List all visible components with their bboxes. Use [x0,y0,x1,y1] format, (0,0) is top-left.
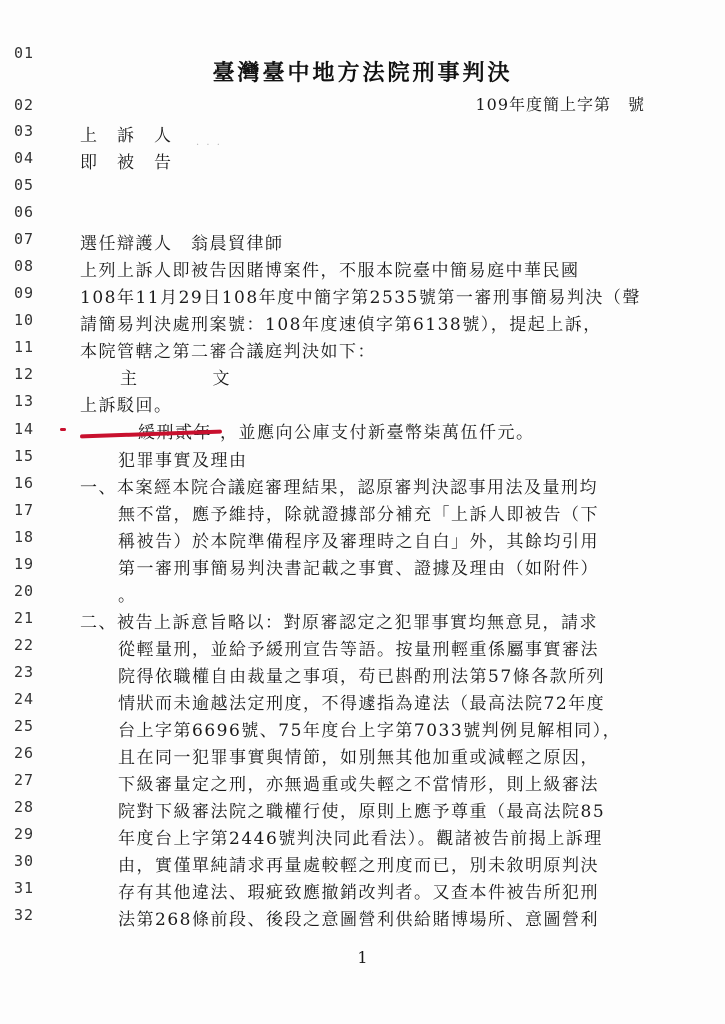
line-number: 13 [14,392,35,410]
body-line: 108年11月29日108年度中簡字第2535號第一審刑事簡易判決（聲 [80,288,641,308]
line-number: 04 [14,149,35,167]
line-number: 10 [14,311,35,329]
body-line: 一、本案經本院合議庭審理結果，認原審判決認事用法及量刑均 [80,478,598,498]
case-number: 109年度簡上字第 號 [475,95,645,114]
body-line: 院對下級審法院之職權行使，原則上應予尊重（最高法院85 [118,802,606,822]
body-line: 年度台上字第2446號判決同此看法）。觀諸被告前揭上訴理 [118,829,603,849]
line-number: 30 [14,852,35,870]
line-number: 31 [14,879,35,897]
line-number: 25 [14,717,35,735]
body-line: 稱被告）於本院準備程序及審理時之自白」外，其餘均引用 [118,532,599,552]
line-number: 24 [14,690,35,708]
line-number: 11 [14,338,35,356]
line-number: 21 [14,609,35,627]
line-number: 08 [14,257,35,275]
body-line: ，並應向公庫支付新臺幣柒萬伍仟元。 [220,423,535,443]
line-number: 16 [14,474,35,492]
line-number: 22 [14,636,35,654]
line-number: 01 [14,44,35,62]
redacted-name: · · · [196,140,222,151]
body-line: 下級審量定之刑，亦無過重或失輕之不當情形，則上級審法 [118,775,599,795]
line-number: 32 [14,906,35,924]
line-number: 27 [14,771,35,789]
defense-counsel: 選任辯護人 翁晨貿律師 [80,234,284,254]
body-line: 。 [118,586,137,606]
section-heading-reasons: 犯罪事實及理由 [118,451,248,471]
body-line: 由，實僅單純請求再量處較輕之刑度而已，別未敘明原判決 [118,856,599,876]
body-line: 從輕量刑，並給予緩刑宣告等語。按量刑輕重係屬事實審法 [118,640,599,660]
line-number: 07 [14,230,35,248]
line-number: 12 [14,365,35,383]
appellant-label: 上 訴 人 [80,126,173,146]
red-pen-mark [60,428,66,431]
line-number: 15 [14,447,35,465]
line-number: 17 [14,501,35,519]
line-number: 02 [14,96,35,114]
line-number: 18 [14,528,35,546]
section-heading-main: 主 文 [120,369,231,389]
defendant-label: 即 被 告 [80,153,173,173]
line-number: 05 [14,176,35,194]
body-line: 且在同一犯罪事實與情節，如別無其他加重或減輕之原因， [118,748,599,768]
body-line: 情狀而未逾越法定刑度，不得遽指為違法（最高法院72年度 [118,694,606,714]
body-line: 存有其他違法、瑕疵致應撤銷改判者。又查本件被告所犯刑 [118,883,599,903]
body-line: 院得依職權自由裁量之事項，苟已斟酌刑法第57條各款所列 [118,667,606,687]
body-line: 上訴駁回。 [80,396,173,416]
line-number: 03 [14,122,35,140]
line-number: 14 [14,420,35,438]
body-line: 法第268條前段、後段之意圖營利供給賭博場所、意圖營利 [118,910,599,930]
line-number: 20 [14,582,35,600]
line-number: 28 [14,798,35,816]
line-number: 06 [14,203,35,221]
body-line: 請簡易判決處刑案號：108年度速偵字第6138號），提起上訴， [80,315,602,335]
body-line: 第一審刑事簡易判決書記載之事實、證據及理由（如附件） [118,559,599,579]
document-title: 臺灣臺中地方法院刑事判決 [212,60,513,86]
body-line: 上列上訴人即被告因賭博案件，不服本院臺中簡易庭中華民國 [80,261,580,281]
body-line: 二、被告上訴意旨略以：對原審認定之犯罪事實均無意見，請求 [80,613,598,633]
body-line: 無不當，應予維持，除就證據部分補充「上訴人即被告（下 [118,505,599,525]
line-number: 09 [14,284,35,302]
line-number: 26 [14,744,35,762]
line-number: 29 [14,825,35,843]
line-number: 19 [14,555,35,573]
page-number: 1 [357,948,368,967]
body-line: 本院管轄之第二審合議庭判決如下： [80,342,376,362]
body-line: 台上字第6696號、75年度台上字第7033號判例見解相同）， [118,721,622,741]
line-number: 23 [14,663,35,681]
